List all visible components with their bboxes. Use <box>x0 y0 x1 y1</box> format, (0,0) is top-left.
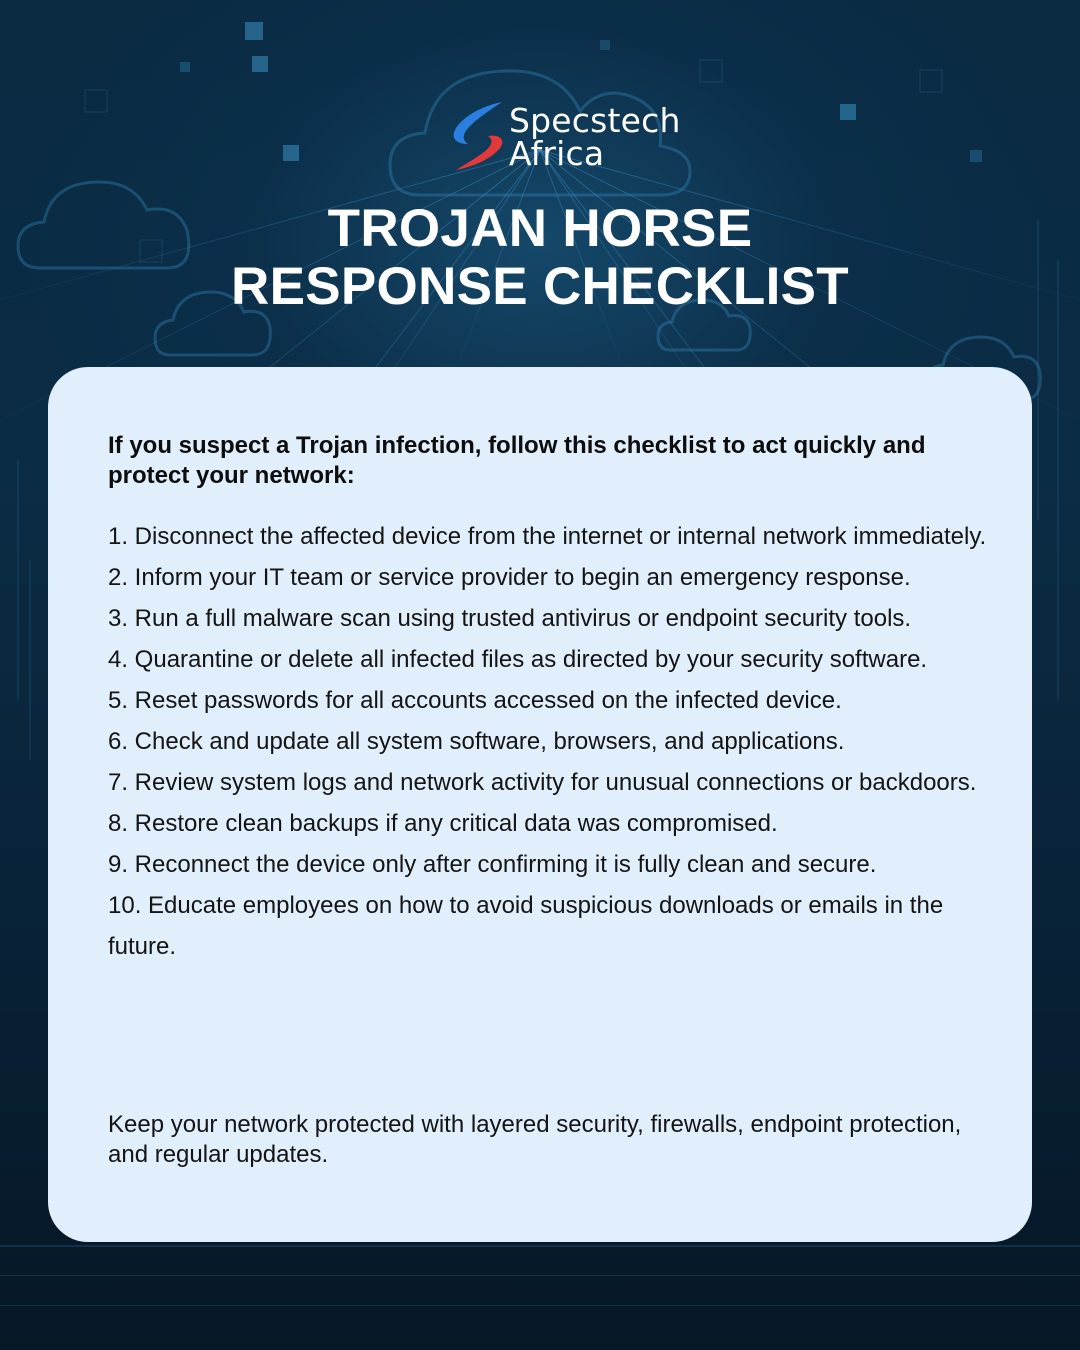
title-line2: RESPONSE CHECKLIST <box>231 257 849 316</box>
checklist-step: 2. Inform your IT team or service provider to begin an emergency response. <box>108 564 911 591</box>
brand-name-line1: Specstech <box>509 101 681 140</box>
title-line1: TROJAN HORSE <box>327 199 753 258</box>
checklist-step: 5. Reset passwords for all accounts accessed on the infected device. <box>108 687 842 714</box>
closing-text: Keep your network protected with layered security, firewalls, endpoint protection, and regular updates. <box>108 1111 962 1168</box>
checklist-step: 6. Check and update all system software, browsers, and applications. <box>108 728 845 755</box>
checklist-step: 1. Disconnect the affected device from the internet or internal network immediately. <box>108 523 987 550</box>
brand-logo <box>446 100 686 180</box>
checklist-step: 3. Run a full malware scan using trusted antivirus or endpoint security tools. <box>108 605 912 632</box>
checklist-step: 10. Educate employees on how to avoid suspicious downloads or emails in the future. <box>108 892 944 960</box>
checklist-step: 8. Restore clean backups if any critical data was compromised. <box>108 810 778 837</box>
checklist-step: 4. Quarantine or delete all infected files as directed by your security software. <box>108 646 928 673</box>
checklist-step: 7. Review system logs and network activity for unusual connections or backdoors. <box>108 769 977 796</box>
swoosh-logo-icon <box>446 100 508 178</box>
brand-name-line2: Africa <box>509 134 605 173</box>
checklist-steps <box>108 516 988 967</box>
checklist-step: 9. Reconnect the device only after confirming it is fully clean and secure. <box>108 851 877 878</box>
page-title <box>0 200 1080 316</box>
checklist-card <box>48 367 1032 1242</box>
intro-text: If you suspect a Trojan infection, follow this checklist to act quickly and protect your network: <box>108 432 926 489</box>
